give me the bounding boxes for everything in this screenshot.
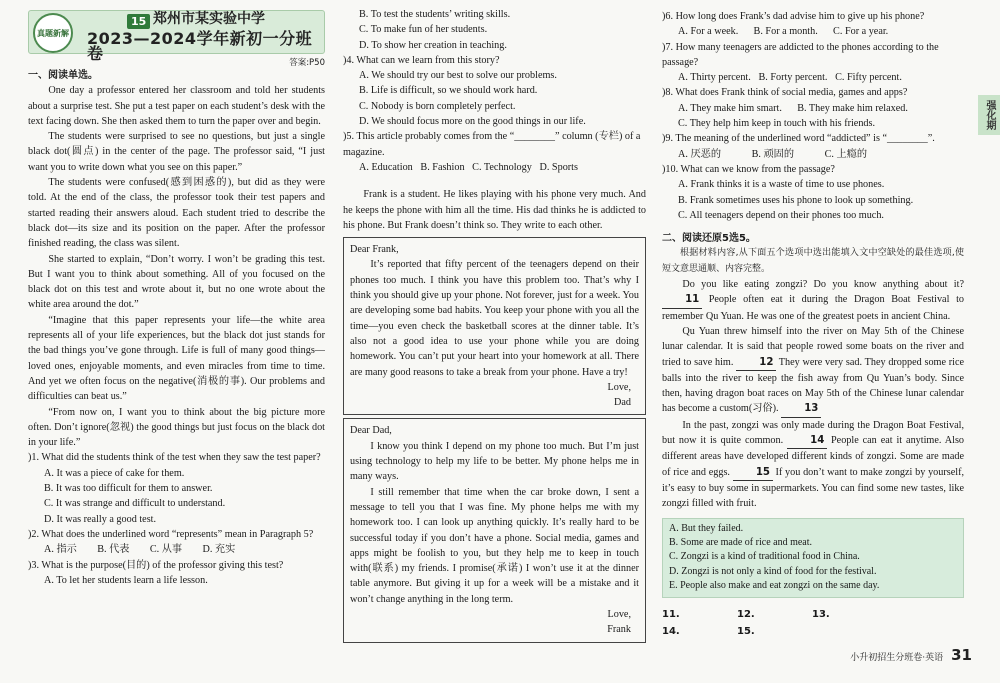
publisher-logo: 真题新解 — [33, 13, 73, 53]
section-2-instruction: 根据材料内容,从下面五个选项中选出能填入文中空缺处的最佳选项,使短文意思通顺、内容完整。 — [662, 248, 964, 274]
q3-option: A. To let her students learn a life lesson. — [44, 574, 208, 586]
passage3-para: In the past, zongzi was only made during the Dragon Boat Festival, but now it is quite common. 14 People can eat it anytime. Also different areas have developed different kinds of zongzi. Some are made of rice and eggs. 15 If you don’t want to make zongzi by yourself, it’s easy to buy some in supermarkets. You can find some new tastes, like zongzi filled with fruit. — [662, 419, 965, 510]
option-e: E. People also make and eat zongzi on the same day. — [669, 580, 880, 592]
question-4-stem: )4. What can we learn from this story? — [343, 54, 500, 66]
section-title-2: 二、阅读还原5选5。 — [662, 233, 756, 245]
passage1-para: The students were confused(感到困惑的), but did as they were told. At the end of the class, the professor took their test papers and started reading their answers aloud. Each student tried to describe the black dot—its size and its position on the paper. After the professor finished reading, the class was silent. — [28, 177, 325, 250]
letter-body: I still remember that time when the car broke down, I sent a message to tell you that I was fine. My phone helps me with my homework too. I can look up anything quickly. It’s really hard to be successful today if you don’t have a phone. Social media, games and apps might be foolish to you, but they help me to keep in touch with(联系) my friends. I promise(承诺) I won’t use it at the dinner table anymore. But giving it up for a week will be a mistake and it won’t change anything in the long term. — [350, 486, 639, 605]
column-left — [28, 0, 325, 588]
q10-option: A. Frank thinks it is a waste of time to use phones. — [678, 179, 885, 191]
question-5-stem: )5. This article probably comes from the “________” column (专栏) of a magazine. — [343, 131, 641, 158]
question-6-stem: )6. How long does Frank’s dad advise him to give up his phone? — [662, 11, 925, 22]
option-d: D. Zongzi is not only a kind of food for the festival. — [669, 565, 877, 577]
q5-options: A. Education B. Fashion C. Technology D. Sports — [359, 161, 578, 173]
answer-blanks — [662, 606, 964, 640]
letter-signature: Frank — [607, 624, 631, 636]
blank-15[interactable]: 15 — [733, 465, 773, 481]
exam-title: 2023—2024学年新初一分班卷 — [87, 29, 313, 64]
blank-11[interactable]: 11 — [662, 292, 702, 308]
q8-options: C. They help him keep in touch with his friends. — [678, 118, 876, 130]
passage3-para: Do you like eating zongzi? Do you know anything about it? 11 People often eat it during the Dragon Boat Festival to remember Qu Yuan. He was one of the greatest poets in ancient China. — [662, 279, 965, 322]
blank-12[interactable]: 12 — [736, 355, 776, 371]
passage1-para: “From now on, I want you to think about the big picture more often. Don’t ignore(忽视) the good things but just focus on the black dot in your life.” — [28, 406, 325, 449]
question-7-stem: )7. How many teenagers are addicted to the phones according to the passage? — [662, 41, 939, 68]
answer-blank-11[interactable]: 11. — [662, 608, 680, 620]
letter-body: I know you think I depend on my phone too much. But I’m just using technology to help my life to be better. My phone helps me in many ways. — [350, 440, 639, 483]
passage1-para: “Imagine that this paper represents your life—the white area represents all of your life experiences, but the black dot just stands for the bad things you’ve gone through. Life is full of many good things—loved ones, enjoyable moments, and even miracles from time to time. And yet we often focus on the negative(消极的事). Our problems and difficulties can beat us.” — [28, 314, 325, 403]
question-3-stem: )3. What is the purpose(目的) of the professor giving this test? — [28, 559, 284, 571]
paper-number-badge: 15 — [127, 14, 150, 29]
q4-option: C. Nobody is born completely perfect. — [359, 100, 516, 112]
q6-options: A. For a week. B. For a month. C. For a year. — [678, 26, 889, 38]
q10-option: B. Frank sometimes uses his phone to look up something. — [678, 194, 914, 206]
q7-options: A. Thirty percent. B. Forty percent. C. Fifty percent. — [678, 72, 902, 84]
question-8-stem: )8. What does Frank think of social media, games and apps? — [662, 87, 908, 99]
answer-blank-15[interactable]: 15. — [737, 625, 755, 637]
letter-closing: Love, — [607, 381, 631, 393]
page-number: 31 — [951, 646, 972, 664]
page-footer — [850, 646, 972, 664]
q3-option: B. To test the students’ writing skills. — [359, 9, 511, 20]
q1-option: D. It was really a good test. — [44, 513, 157, 525]
option-b: B. Some are made of rice and meat. — [669, 536, 812, 548]
q4-option: D. We should focus more on the good things in our life. — [359, 116, 586, 128]
blank-14[interactable]: 14 — [787, 433, 827, 449]
answer-blank-14[interactable]: 14. — [662, 625, 680, 637]
options-box — [662, 518, 964, 598]
passage2-intro: Frank is a student. He likes playing with his phone very much. And he keeps the phone with him all the time. His dad thinks he is addicted to his phone. But Frank doesn’t think so. They write to each other. — [343, 189, 646, 231]
passage1-para: One day a professor entered her classroom and told her students about a surprise test. She put a test paper on each student’s desk with the text facing down. She then asked them to turn the paper over and begin. — [28, 85, 325, 127]
q4-option: B. Life is difficult, so we should work hard. — [359, 85, 538, 97]
q9-options: A. 厌恶的 B. 顽固的 C. 上瘾的 — [678, 148, 868, 160]
letter-greeting: Dear Frank, — [350, 244, 399, 256]
passage1-para: She started to explain, “Don’t worry. I won’t be grading this test. But I want you to think about something. All of you focused on the black dot on this test and wrote about it, but no one wrote about the white area around the dot.” — [28, 253, 325, 311]
footer-text: 小升初招生分班卷·英语 — [850, 653, 944, 663]
letter-from-dad — [343, 237, 646, 415]
letter-from-frank — [343, 418, 646, 642]
question-2-stem: )2. What does the underlined word “represents” mean in Paragraph 5? — [28, 528, 314, 540]
letter-body: It’s reported that fifty percent of the teenagers depend on their phones too much. I think you have this problem too. That’s why I think you should give up your phone. Not forever, just for a week. You are developing some bad habits. You keep your phone with you all the time—you even check the basketball scores at the dinner table. It’s also not a good idea to use your phone while you are doing homework. You can’t put your heart into your homework at all. There are many good reasons to take a break from your phone. Have a try! — [350, 259, 639, 378]
q8-options: A. They make him smart. B. They make him relaxed. — [678, 102, 908, 114]
letter-closing: Love, — [607, 608, 631, 620]
question-10-stem: )10. What can we know from the passage? — [662, 163, 835, 175]
q3-option: C. To make fun of her students. — [359, 24, 488, 36]
blank-13[interactable]: 13 — [781, 401, 821, 417]
q4-option: A. We should try our best to solve our problems. — [359, 70, 557, 82]
q1-option: C. It was strange and difficult to understand. — [44, 498, 226, 510]
q1-option: A. It was a piece of cake for them. — [44, 467, 185, 479]
section-title-1: 一、阅读单选。 — [28, 70, 98, 81]
passage3-para: Qu Yuan threw himself into the river on May 5th of the Chinese lunar calendar. It is said that people rowed some boats on the river and tried to save him. 12 They were very sad. They dropped some rice balls into the river to keep the fish away from Qu Yuan’s body. Since then, having dragon boat races on May 5th of the Chinese lunar calendar has become a custom(习俗). 13 — [662, 324, 964, 418]
answer-blank-13[interactable]: 13. — [812, 608, 830, 620]
school-name: 郑州市某实验中学 — [153, 11, 265, 27]
passage1-para: The students were surprised to see no questions, but just a single black dot(圆点) in the center of the page. The professor said, “I just want you to write down what you see on this paper.” — [28, 131, 325, 173]
q10-option: C. All teenagers depend on their phones too much. — [678, 209, 884, 221]
option-a: A. But they failed. — [669, 522, 744, 534]
side-tab: 强化期 — [978, 95, 1000, 135]
answer-blank-12[interactable]: 12. — [737, 608, 755, 620]
option-c: C. Zongzi is a kind of traditional food in China. — [669, 551, 860, 563]
column-middle — [343, 7, 646, 643]
letter-signature: Dad — [614, 397, 631, 409]
q1-option: B. It was too difficult for them to answer. — [44, 483, 213, 495]
q2-options: A. 指示 B. 代表 C. 从事 D. 充实 — [44, 544, 236, 556]
column-right — [662, 9, 964, 640]
question-9-stem: )9. The meaning of the underlined word “addicted” is “________”. — [662, 133, 935, 145]
answer-reference: 答案:P50 — [289, 58, 325, 68]
letter-greeting: Dear Dad, — [350, 425, 392, 437]
question-1-stem: )1. What did the students think of the test when they saw the test paper? — [28, 452, 321, 464]
q3-option: D. To show her creation in teaching. — [359, 39, 507, 51]
